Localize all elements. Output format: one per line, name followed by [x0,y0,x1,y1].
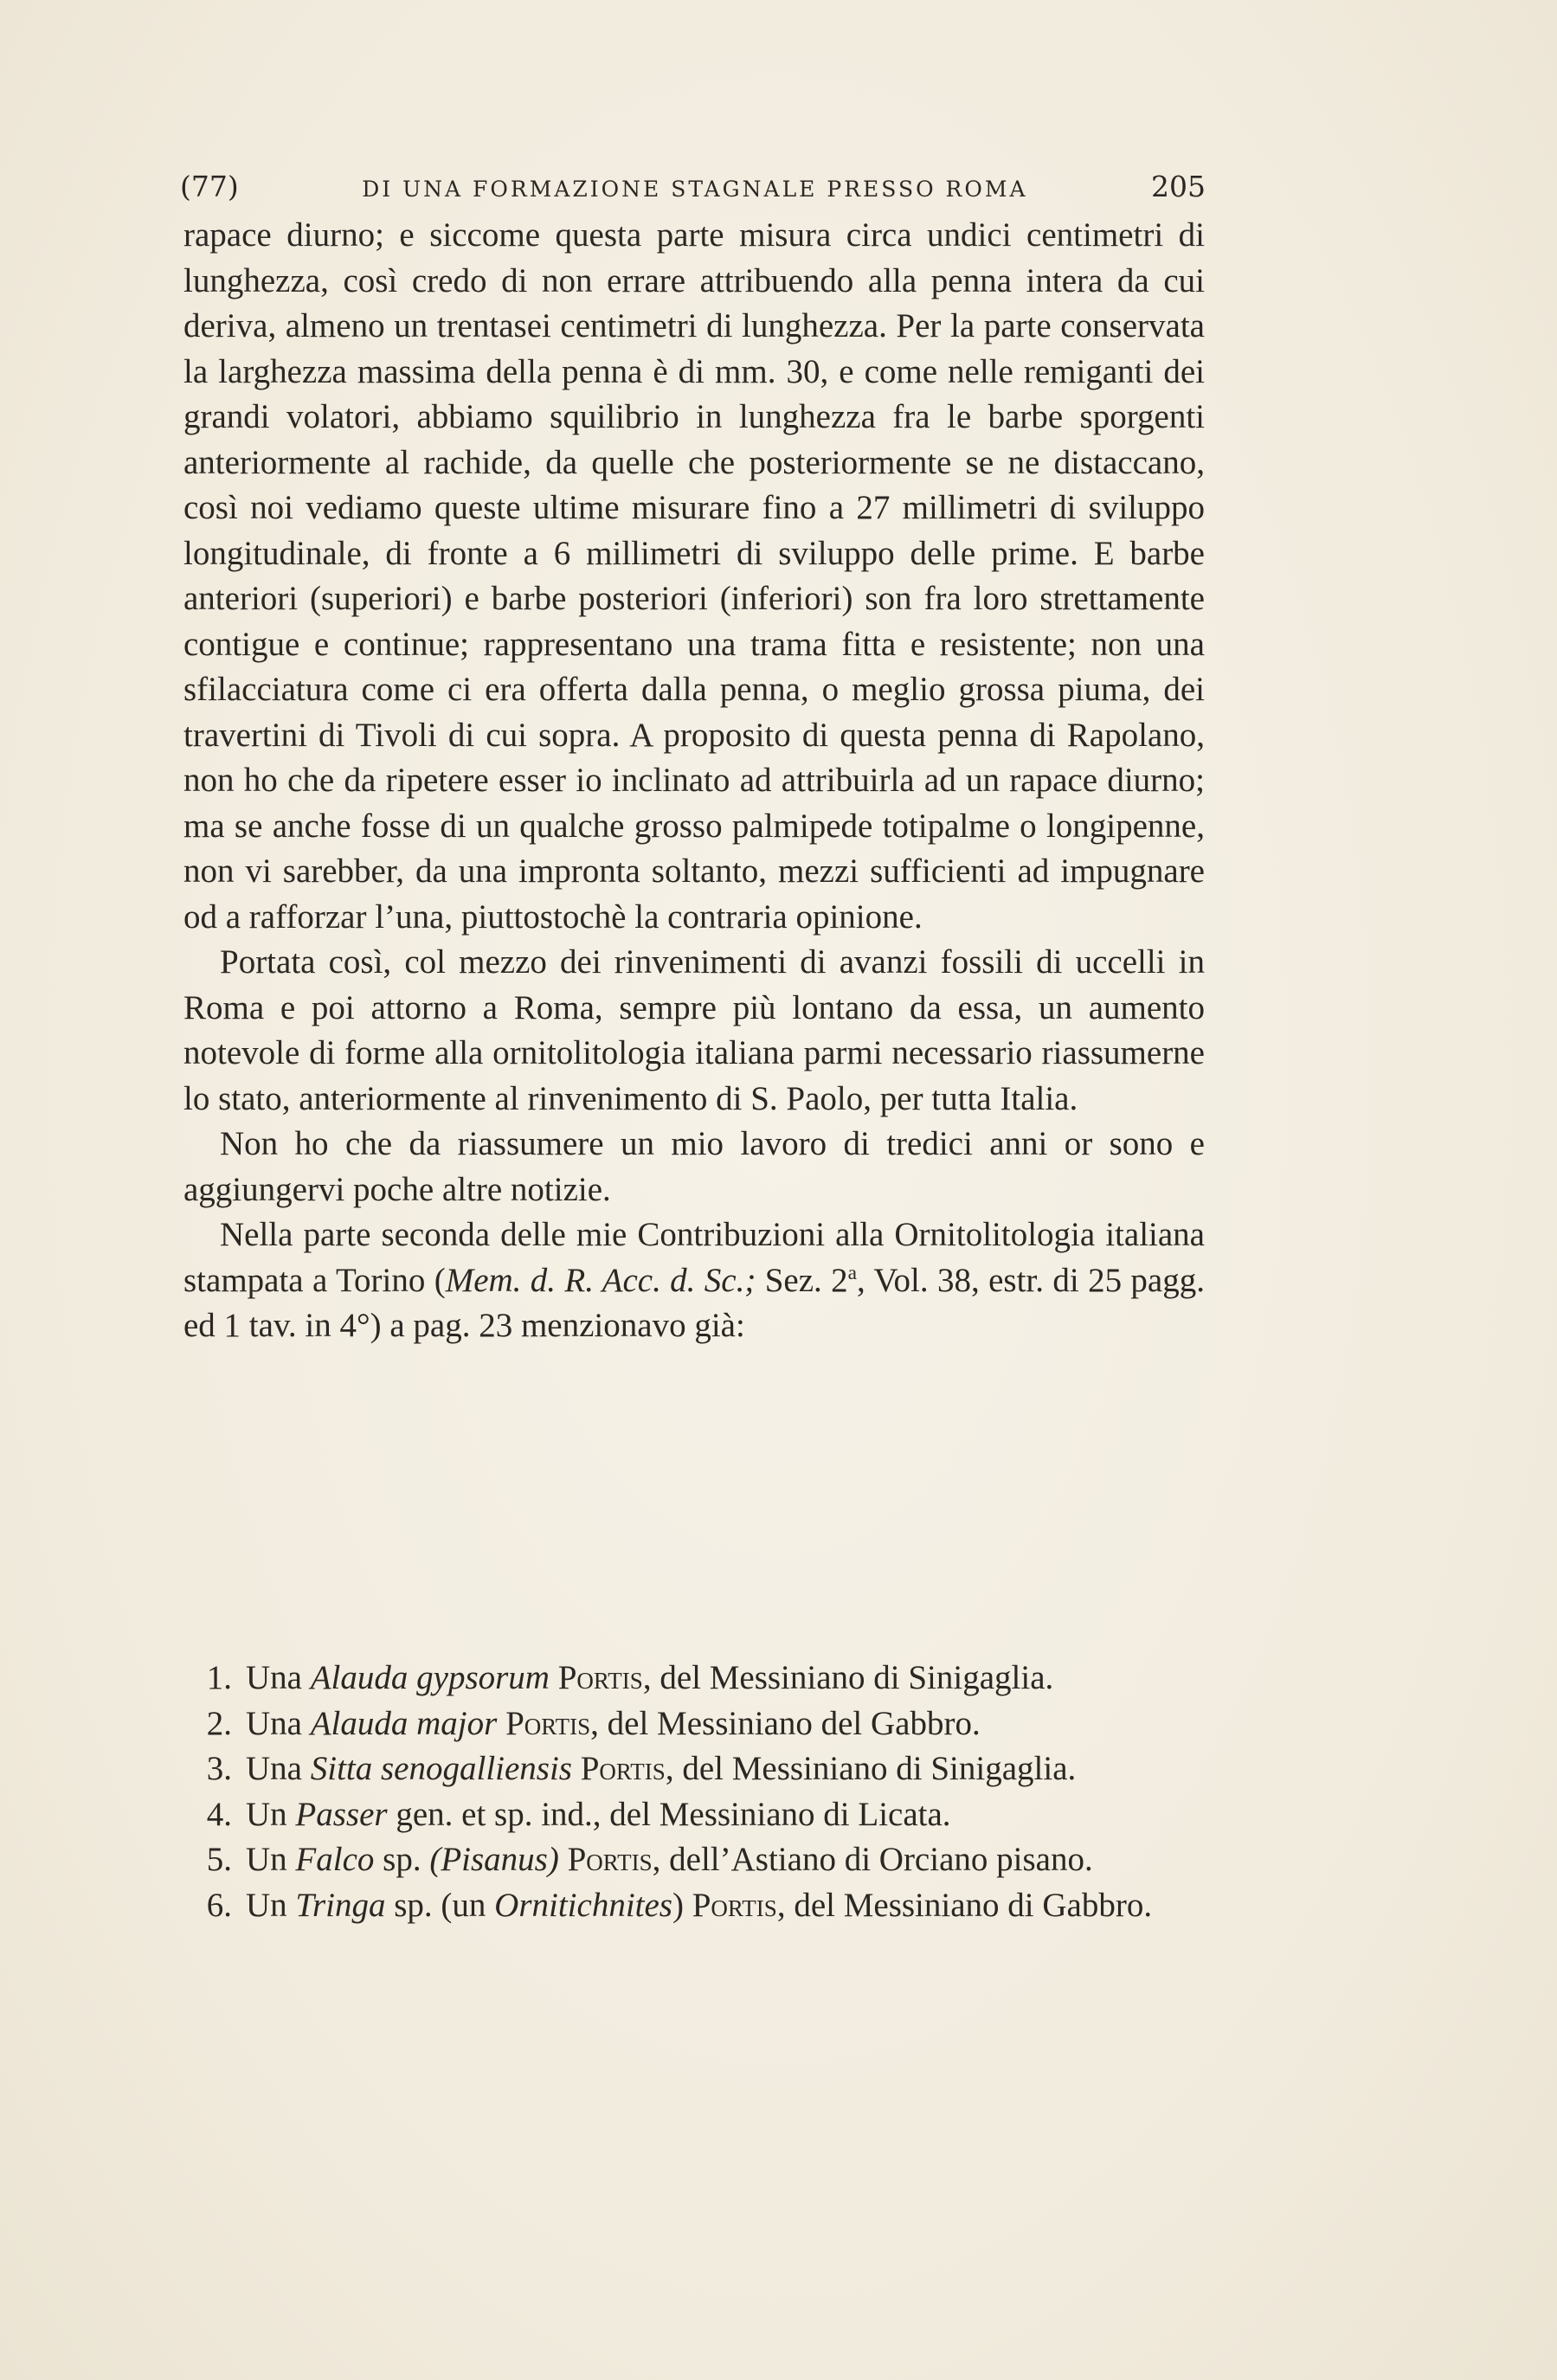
list-item [192,1792,1208,1838]
list-item-locality: , del Messiniano del Gabbro. [590,1704,981,1742]
subgenus-name: (Pisanus) [429,1841,559,1878]
list-item-article: Un [246,1886,296,1924]
list-item-number: 6. [206,1886,232,1924]
paragraph-4-superscript: a [847,1261,858,1284]
paragraph-1: rapace diurno; e siccome questa parte misura circa undici centimetri di lunghezza, così credo di non errare attribuendo alla penna intera da cui deriva, almeno un trentasei centimetri di lunghezza. Per la parte conservata la larghezza massima della penna è di mm. 30, e come nelle remiganti dei grandi volatori, abbiamo squilibrio in lunghezza fra le barbe sporgenti anteriormente al rachide, da quelle che posteriormente se ne distaccano, così noi vediamo queste ultime misurare fino a 27 millimetri di sviluppo longitudinale, di fronte a 6 millimetri di sviluppo delle prime. E barbe anteriori (superiori) e barbe posteriori (inferiori) son fra loro strettamente contigue e continue; rappresentano una trama fitta e resistente; non una sfilacciatura come ci era offerta dalla penna, o meglio grossa piuma, dei travertini di Tivoli di cui sopra. A proposito di questa penna di Rapolano, non ho che da ripetere esser io inclinato ad attribuirla ad un rapace diurno; ma se anche fosse di un qualche grosso palmipede totipalme o longipenne, non vi sarebber, da una impronta soltanto, mezzi sufficienti ad impugnare od a rafforzar l’una, piuttostochè la contraria opinione. [183,216,1205,936]
list-item-text [242,1656,1208,1701]
list-item-number: 5. [206,1841,232,1878]
list-item-text [242,1837,1208,1883]
page-number: 205 [1151,170,1206,203]
list-item [192,1883,1208,1929]
species-list [192,1656,1208,1928]
list-item-number: 3. [206,1750,232,1787]
list-item-text [242,1701,1208,1747]
list-item-number: 4. [206,1795,232,1833]
author-name: Portis [505,1704,591,1742]
list-item [192,1746,1208,1792]
list-item-text [242,1746,1208,1792]
list-item-paren: ) [672,1886,684,1924]
list-item-locality: , del Messiniano di Sinigaglia. [665,1750,1077,1787]
list-item-number: 2. [206,1704,232,1742]
list-item-number: 1. [206,1659,232,1696]
paragraph-4-text-c: , Vol. 38, estr. di 25 pagg. ed 1 tav. in 4°) a pag. 23 menzionavo già: [183,1261,1205,1344]
list-item-locality: , del Messiniano di Sinigaglia. [642,1659,1054,1696]
species-name: Tringa [295,1886,386,1924]
species-name: Falco [295,1841,375,1878]
author-name: Portis [557,1659,643,1696]
species-name: Passer [295,1795,388,1833]
list-item-article: Una [246,1704,311,1742]
list-item-sp: sp. [374,1841,430,1878]
list-item-article: Un [246,1841,296,1878]
list-item-article: Una [246,1750,311,1787]
body-text [183,213,1205,1349]
author-name: Portis [580,1750,666,1787]
list-item-locality: , dell’Astiano di Orciano pisano. [652,1841,1093,1878]
list-item-locality: , del Messiniano di Gabbro. [776,1886,1153,1924]
list-item-sp: sp. (un [385,1886,495,1924]
list-item-article: Una [246,1659,311,1696]
list-item-text [242,1792,1208,1838]
paragraph-4-text-b: Sez. 2 [756,1261,848,1299]
author-name: Portis [567,1841,653,1878]
species-name: Alauda major [310,1704,498,1742]
list-item [192,1837,1208,1883]
page-reference: (77) [180,170,239,203]
species-name: Alauda gypsorum [310,1659,550,1696]
list-item [192,1701,1208,1747]
paragraph-4 [183,1213,1205,1349]
species-name: Sitta senogalliensis [310,1750,572,1787]
journal-citation: Mem. d. R. Acc. d. Sc.; [445,1261,756,1299]
list-item-article: Un [246,1795,296,1833]
paragraph-3: Non ho che da riassumere un mio lavoro di tredici anni or sono e aggiungervi poche altre notizie. [183,1125,1205,1208]
list-item-locality: gen. et sp. ind., del Messiniano di Licata. [387,1795,951,1833]
running-header [180,170,1206,213]
list-item-text [242,1883,1208,1929]
author-name: Portis [692,1886,777,1924]
running-title: DI UNA FORMAZIONE STAGNALE PRESSO ROMA [362,177,1028,202]
paragraph-4-text-a: Nella parte seconda delle mie Contribuzioni alla Ornitolitologia italiana stampata a Torino ( [183,1216,1205,1299]
ichnogenus-name: Ornitichnites [494,1886,672,1924]
paragraph-2: Portata così, col mezzo dei rinvenimenti di avanzi fossili di uccelli in Roma e poi attorno a Roma, sempre più lontano da essa, un aumento notevole di forme alla ornitolitologia italiana parmi necessario riassumerne lo stato, anteriormente al rinvenimento di S. Paolo, per tutta Italia. [183,943,1205,1117]
list-item [192,1656,1208,1701]
